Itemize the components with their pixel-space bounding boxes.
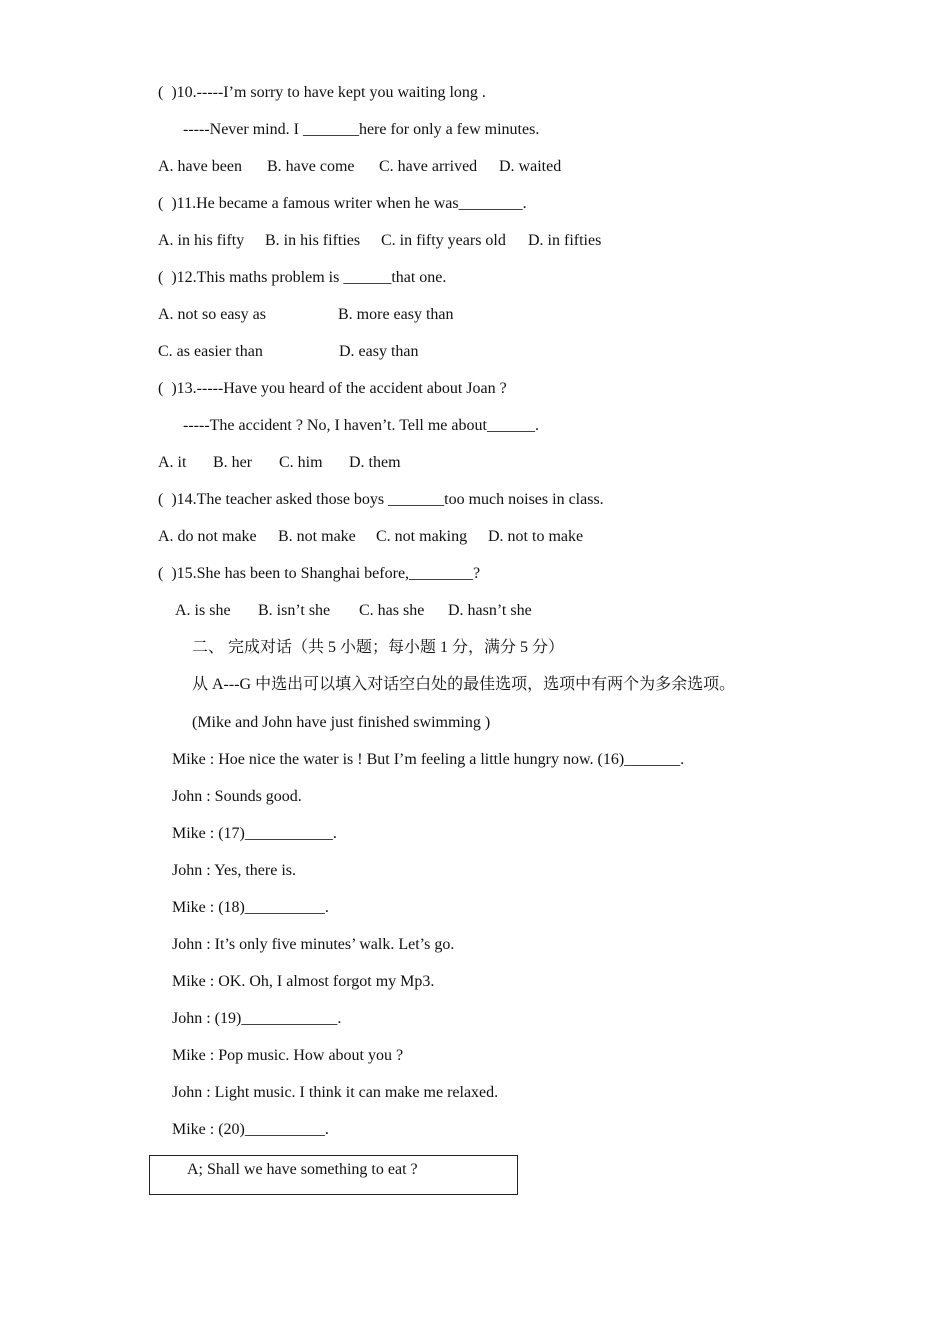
question-15-option-c: C. has she <box>359 602 425 619</box>
question-11-stem: ( )11.He became a famous writer when he was________. <box>158 195 527 212</box>
question-10-stem: ( )10.-----I’m sorry to have kept you waiting long . <box>158 84 486 101</box>
question-10-reply: -----Never mind. I _______here for only a few minutes. <box>183 121 540 138</box>
question-15-stem: ( )15.She has been to Shanghai before,________? <box>158 565 481 582</box>
section-2-heading: 二、 完成对话（共 5 小题；每小题 1 分，满分 5 分） <box>192 639 565 656</box>
question-13-option-d: D. them <box>349 454 401 471</box>
question-15-option-b: B. isn’t she <box>258 602 331 619</box>
question-13-option-a: A. it <box>158 454 187 471</box>
question-12-option-d: D. easy than <box>339 343 419 360</box>
question-10-option-a: A. have been <box>158 158 242 175</box>
question-15-option-a: A. is she <box>175 602 231 619</box>
question-14-option-b: B. not make <box>278 528 356 545</box>
dialogue-line: Mike : OK. Oh, I almost forgot my Mp3. <box>172 973 435 990</box>
dialogue-line: Mike : (17)___________. <box>172 825 337 842</box>
question-10-option-c: C. have arrived <box>379 158 478 175</box>
question-12-stem: ( )12.This maths problem is ______that one. <box>158 269 447 286</box>
dialogue-line: Mike : (20)__________. <box>172 1121 329 1138</box>
question-13-reply: -----The accident ? No, I haven’t. Tell me about______. <box>183 417 539 434</box>
question-13-stem: ( )13.-----Have you heard of the accident about Joan ? <box>158 380 507 397</box>
dialogue-line: John : Light music. I think it can make me relaxed. <box>172 1084 499 1101</box>
question-14-option-a: A. do not make <box>158 528 257 545</box>
question-14-option-d: D. not to make <box>488 528 584 545</box>
question-12-option-a: A. not so easy as <box>158 306 266 323</box>
question-13-option-c: C. him <box>279 454 323 471</box>
options-box <box>149 1155 518 1195</box>
dialogue-line: John : Yes, there is. <box>172 862 297 879</box>
section-2-instruction: 从 A---G 中选出可以填入对话空白处的最佳选项，选项中有两个为多余选项。 <box>192 676 736 693</box>
question-11-option-d: D. in fifties <box>528 232 602 249</box>
question-15-option-d: D. hasn’t she <box>448 602 532 619</box>
question-14-option-c: C. not making <box>376 528 468 545</box>
box-option-a: A; Shall we have something to eat ? <box>187 1161 418 1178</box>
dialogue-line: John : Sounds good. <box>172 788 302 805</box>
dialogue-line: Mike : Hoe nice the water is ! But I’m feeling a little hungry now. (16)_______. <box>172 751 685 768</box>
dialogue-line: John : It’s only five minutes’ walk. Let’s go. <box>172 936 455 953</box>
dialogue-line: John : (19)____________. <box>172 1010 342 1027</box>
question-10-option-b: B. have come <box>267 158 355 175</box>
dialogue-context: (Mike and John have just finished swimming ) <box>192 714 491 731</box>
dialogue-line: Mike : (18)__________. <box>172 899 329 916</box>
question-12-option-c: C. as easier than <box>158 343 263 360</box>
question-10-option-d: D. waited <box>499 158 562 175</box>
dialogue-line: Mike : Pop music. How about you ? <box>172 1047 404 1064</box>
question-11-option-c: C. in fifty years old <box>381 232 506 249</box>
question-14-stem: ( )14.The teacher asked those boys _______too much noises in class. <box>158 491 604 508</box>
question-12-option-b: B. more easy than <box>338 306 454 323</box>
question-11-option-b: B. in his fifties <box>265 232 361 249</box>
question-13-option-b: B. her <box>213 454 253 471</box>
question-11-option-a: A. in his fifty <box>158 232 245 249</box>
